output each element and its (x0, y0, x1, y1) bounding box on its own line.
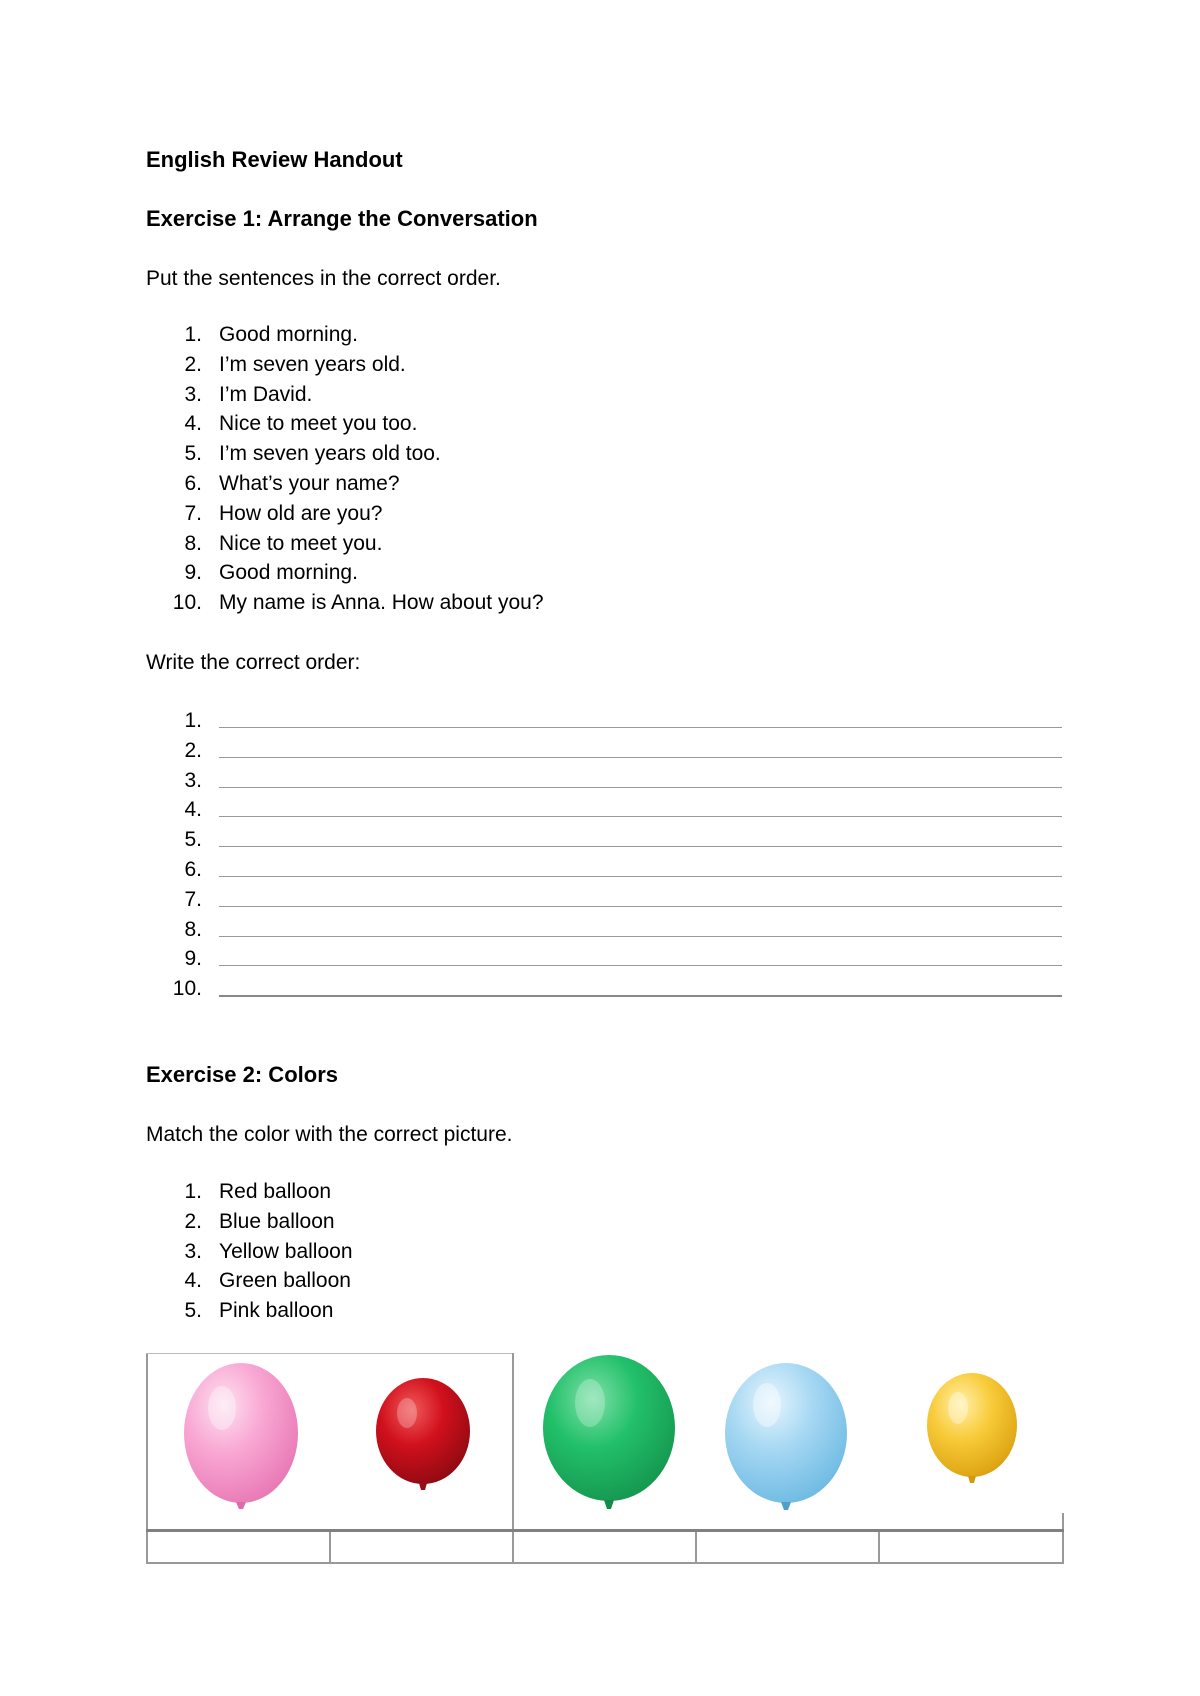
exercise2-heading: Exercise 2: Colors (146, 1062, 338, 1087)
answer-cell[interactable] (146, 1531, 329, 1561)
pink-balloon-icon (146, 1353, 329, 1529)
exercise2-instruction: Match the color with the correct picture. (146, 1123, 513, 1146)
answer-line[interactable] (219, 787, 1062, 788)
answer-cell[interactable] (512, 1531, 695, 1561)
red-balloon-icon (329, 1353, 512, 1529)
answer-line[interactable] (219, 727, 1062, 728)
answer-cell[interactable] (878, 1531, 1061, 1561)
table-border (146, 1562, 1064, 1564)
table-border (1062, 1513, 1064, 1563)
table-border (146, 1353, 512, 1354)
yellow-balloon-icon (878, 1353, 1061, 1529)
picture-cell (695, 1353, 878, 1529)
balloon-picture-table (146, 1353, 1064, 1563)
answer-line[interactable] (219, 995, 1062, 997)
picture-cell (512, 1353, 695, 1529)
answer-line[interactable] (219, 906, 1062, 907)
answer-line[interactable] (219, 876, 1062, 877)
answer-cell[interactable] (695, 1531, 878, 1561)
green-balloon-icon (512, 1353, 695, 1529)
answer-line[interactable] (219, 965, 1062, 966)
blue-balloon-icon (695, 1353, 878, 1529)
document-title: English Review Handout (146, 147, 403, 172)
answer-line[interactable] (219, 936, 1062, 937)
answer-prompt: Write the correct order: (146, 651, 361, 674)
answer-line[interactable] (219, 816, 1062, 817)
exercise1-instruction: Put the sentences in the correct order. (146, 267, 501, 290)
picture-cell (878, 1353, 1061, 1529)
picture-cell (329, 1353, 512, 1529)
answer-line[interactable] (219, 846, 1062, 847)
answer-cell[interactable] (329, 1531, 512, 1561)
answer-line[interactable] (219, 757, 1062, 758)
handout-page: English Review Handout Exercise 1: Arrange the Conversation Put the sentences in the correct order. 1. Good morning. 2. I’m seven years old. 3. I’m David. 4. Nice to meet you too. 5. I’m seven years old too. 6. What’s your name? 7. How old are you? 8. Nice to meet you. 9. Good morning. 10. My name is Anna. How about you? Write the correct order: 1. 2. 3. 4. 5. 6. 7. 8. 9. 10. Exercise 2: Colors Match the color with the correct picture. 1. Red balloon 2. Blue balloon 3. Yellow balloon 4. Green balloon 5. Pink balloon (0, 0, 1200, 1696)
picture-cell (146, 1353, 329, 1529)
exercise1-heading: Exercise 1: Arrange the Conversation (146, 206, 538, 231)
